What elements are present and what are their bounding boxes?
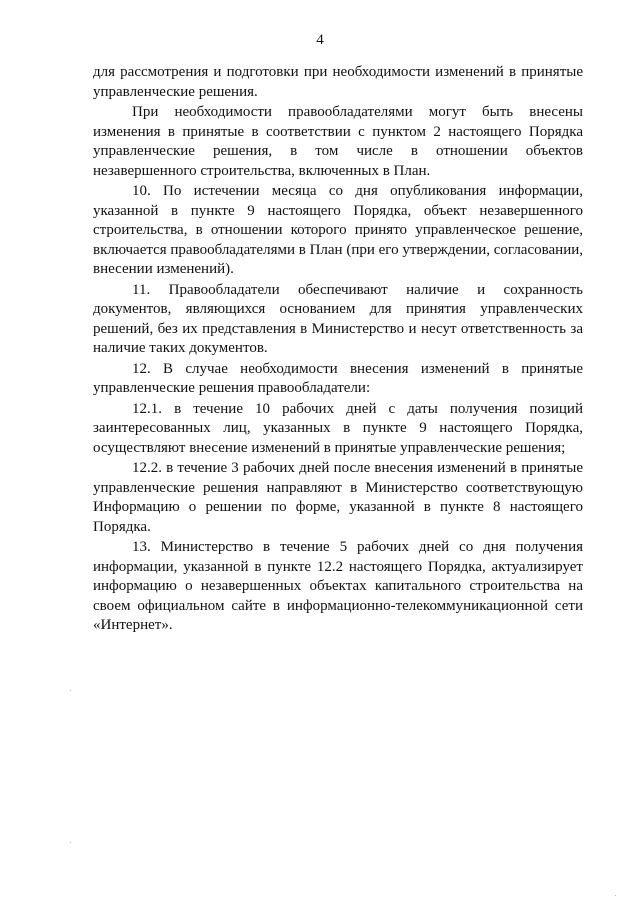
page-number: 4: [316, 32, 324, 48]
scan-speck: [70, 690, 71, 691]
paragraph-item-12: 12. В случае необходимости внесения изменений в принятые управленческие решения правообладатели:: [93, 360, 583, 396]
paragraph-continuation: для рассмотрения и подготовки при необходимости изменений в принятые управленческие решения.: [93, 64, 583, 100]
paragraph-item-12-1: 12.1. в течение 10 рабочих дней с даты получения позиций заинтересованных лиц, указанных в пункте 9 настоящего Порядка, осуществляют внесение изменений в принятые управленческие решения;: [93, 400, 583, 456]
paragraph-item-12-2: 12.2. в течение 3 рабочих дней после внесения изменений в принятые управленческие решения направляют в Министерство соответствующую Информацию о решении по форме, указанной в пункте 8 настоящего Порядка.: [93, 460, 583, 535]
paragraph-item-11: 11. Правообладатели обеспечивают наличие и сохранность документов, являющихся основанием для принятия управленческих решений, без их представления в Министерство и несут ответственность за наличие таких документов.: [93, 281, 583, 356]
paragraph-item-13: 13. Министерство в течение 5 рабочих дней со дня получения информации, указанной в пункте 12.2 настоящего Порядка, актуализирует информацию о незавершенных объектах капитального строительства на своем официальном сайте в информационно-телекоммуникационной сети «Интернет».: [93, 539, 583, 633]
paragraph-item-10: 10. По истечении месяца со дня опубликования информации, указанной в пункте 9 настоящего Порядка, объект незавершенного строительства, в отношении которого принято управленческое решение, включается правообладателями в План (при его утверждении, согласовании, внесении изменений).: [93, 183, 583, 277]
scan-speck: [615, 895, 616, 896]
paragraph-rights-holders-amendments: При необходимости правообладателями могут быть внесены изменения в принятые в соответствии с пунктом 2 настоящего Порядка управленческие решения, в том числе в отношении объектов незавершенного строительства, включенных в План.: [93, 104, 583, 179]
document-body: [93, 63, 583, 636]
scan-speck: [70, 842, 71, 843]
